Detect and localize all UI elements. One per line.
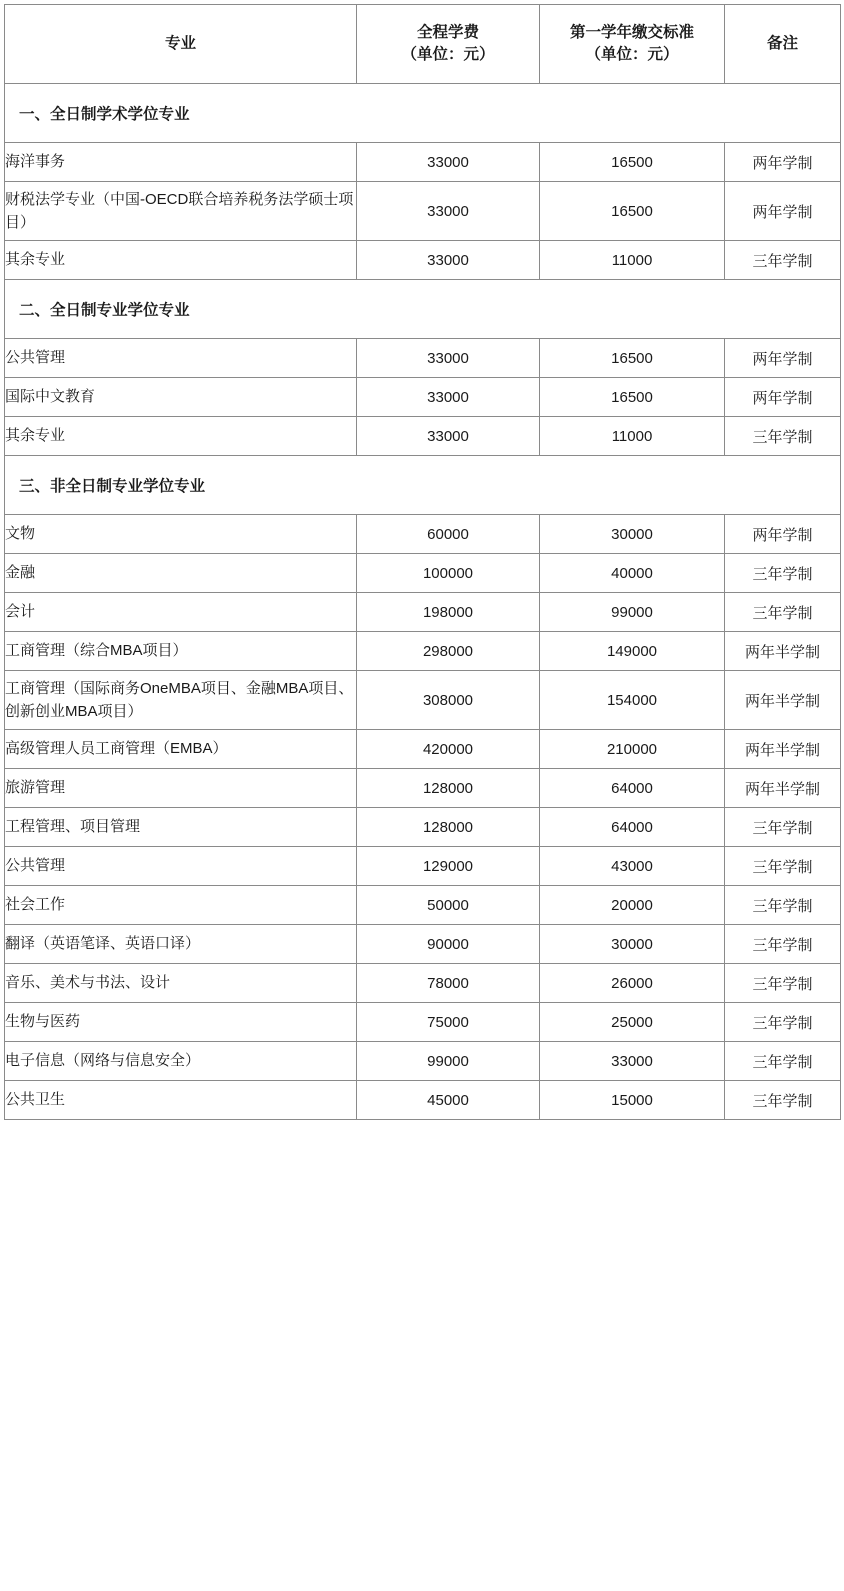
cell-major: 翻译（英语笔译、英语口译） [5,925,357,964]
cell-major: 旅游管理 [5,769,357,808]
cell-total-fee: 45000 [357,1081,540,1120]
cell-total-fee: 308000 [357,671,540,730]
cell-note: 三年学制 [725,886,841,925]
cell-first-year-fee: 33000 [540,1042,725,1081]
cell-major: 公共管理 [5,339,357,378]
cell-major: 金融 [5,554,357,593]
table-row [5,925,841,964]
cell-major: 国际中文教育 [5,378,357,417]
column-header-major [5,5,357,84]
section-row [5,84,841,143]
table-row [5,1081,841,1120]
cell-note: 两年半学制 [725,632,841,671]
cell-total-fee: 90000 [357,925,540,964]
table-body [5,84,841,1120]
cell-major: 其余专业 [5,241,357,280]
section-row [5,280,841,339]
cell-note: 三年学制 [725,1003,841,1042]
cell-total-fee: 128000 [357,808,540,847]
table-row [5,554,841,593]
cell-total-fee: 78000 [357,964,540,1003]
cell-note: 三年学制 [725,925,841,964]
cell-note: 三年学制 [725,554,841,593]
cell-first-year-fee: 30000 [540,925,725,964]
cell-major: 公共管理 [5,847,357,886]
cell-total-fee: 129000 [357,847,540,886]
cell-total-fee: 33000 [357,241,540,280]
cell-first-year-fee: 30000 [540,515,725,554]
cell-first-year-fee: 99000 [540,593,725,632]
table-row [5,378,841,417]
cell-note: 三年学制 [725,964,841,1003]
section-label: 一、全日制学术学位专业 [5,84,841,143]
cell-total-fee: 60000 [357,515,540,554]
cell-total-fee: 33000 [357,339,540,378]
cell-total-fee: 75000 [357,1003,540,1042]
cell-major: 工商管理（国际商务OneMBA项目、金融MBA项目、创新创业MBA项目） [5,671,357,730]
cell-first-year-fee: 149000 [540,632,725,671]
column-header-total-fee [357,5,540,84]
cell-first-year-fee: 43000 [540,847,725,886]
cell-major: 会计 [5,593,357,632]
cell-note: 三年学制 [725,847,841,886]
cell-total-fee: 33000 [357,378,540,417]
cell-first-year-fee: 11000 [540,241,725,280]
cell-first-year-fee: 25000 [540,1003,725,1042]
table-row [5,808,841,847]
cell-note: 两年学制 [725,143,841,182]
cell-note: 两年学制 [725,378,841,417]
section-label: 二、全日制专业学位专业 [5,280,841,339]
table-row [5,847,841,886]
cell-major: 电子信息（网络与信息安全） [5,1042,357,1081]
table-row [5,1042,841,1081]
cell-first-year-fee: 154000 [540,671,725,730]
column-header-first-year-line1: 第一学年缴交标准 [569,23,694,41]
cell-major: 音乐、美术与书法、设计 [5,964,357,1003]
cell-total-fee: 128000 [357,769,540,808]
cell-total-fee: 33000 [357,417,540,456]
cell-first-year-fee: 16500 [540,339,725,378]
column-header-note-line1: 备注 [766,34,798,52]
column-header-total-fee-line1: 全程学费 [416,23,479,41]
cell-first-year-fee: 64000 [540,808,725,847]
cell-note: 三年学制 [725,1081,841,1120]
cell-first-year-fee: 11000 [540,417,725,456]
table-row [5,241,841,280]
cell-major: 工程管理、项目管理 [5,808,357,847]
cell-first-year-fee: 16500 [540,143,725,182]
cell-note: 三年学制 [725,1042,841,1081]
cell-total-fee: 198000 [357,593,540,632]
cell-first-year-fee: 15000 [540,1081,725,1120]
table-row [5,593,841,632]
cell-total-fee: 33000 [357,182,540,241]
cell-major: 生物与医药 [5,1003,357,1042]
tuition-fee-table [4,4,841,1120]
cell-first-year-fee: 64000 [540,769,725,808]
cell-note: 三年学制 [725,808,841,847]
cell-note: 三年学制 [725,593,841,632]
header-row [5,5,841,84]
column-header-first-year-line2: （单位：元） [585,46,679,63]
table-row [5,1003,841,1042]
cell-note: 两年学制 [725,515,841,554]
section-row [5,456,841,515]
table-row [5,632,841,671]
cell-note: 两年学制 [725,182,841,241]
table-row [5,417,841,456]
table-row [5,730,841,769]
cell-major: 高级管理人员工商管理（EMBA） [5,730,357,769]
column-header-note [725,5,841,84]
table-row [5,964,841,1003]
cell-major: 文物 [5,515,357,554]
cell-first-year-fee: 16500 [540,182,725,241]
cell-note: 三年学制 [725,417,841,456]
cell-note: 两年半学制 [725,769,841,808]
cell-first-year-fee: 16500 [540,378,725,417]
table-row [5,515,841,554]
section-label: 三、非全日制专业学位专业 [5,456,841,515]
column-header-total-fee-line2: （单位：元） [401,46,495,63]
table-row [5,143,841,182]
cell-total-fee: 298000 [357,632,540,671]
cell-major: 其余专业 [5,417,357,456]
cell-total-fee: 50000 [357,886,540,925]
table-row [5,671,841,730]
cell-first-year-fee: 40000 [540,554,725,593]
cell-total-fee: 100000 [357,554,540,593]
cell-major: 社会工作 [5,886,357,925]
cell-note: 两年半学制 [725,671,841,730]
cell-major: 财税法学专业（中国-OECD联合培养税务法学硕士项目） [5,182,357,241]
cell-total-fee: 33000 [357,143,540,182]
table-row [5,339,841,378]
cell-first-year-fee: 20000 [540,886,725,925]
table-row [5,769,841,808]
cell-note: 两年学制 [725,339,841,378]
cell-total-fee: 99000 [357,1042,540,1081]
table-row [5,886,841,925]
cell-major: 海洋事务 [5,143,357,182]
cell-major: 公共卫生 [5,1081,357,1120]
cell-first-year-fee: 26000 [540,964,725,1003]
cell-total-fee: 420000 [357,730,540,769]
table-header [5,5,841,84]
table-row [5,182,841,241]
column-header-major-line1: 专业 [164,34,196,52]
cell-first-year-fee: 210000 [540,730,725,769]
column-header-first-year [540,5,725,84]
cell-note: 两年半学制 [725,730,841,769]
cell-major: 工商管理（综合MBA项目） [5,632,357,671]
cell-note: 三年学制 [725,241,841,280]
